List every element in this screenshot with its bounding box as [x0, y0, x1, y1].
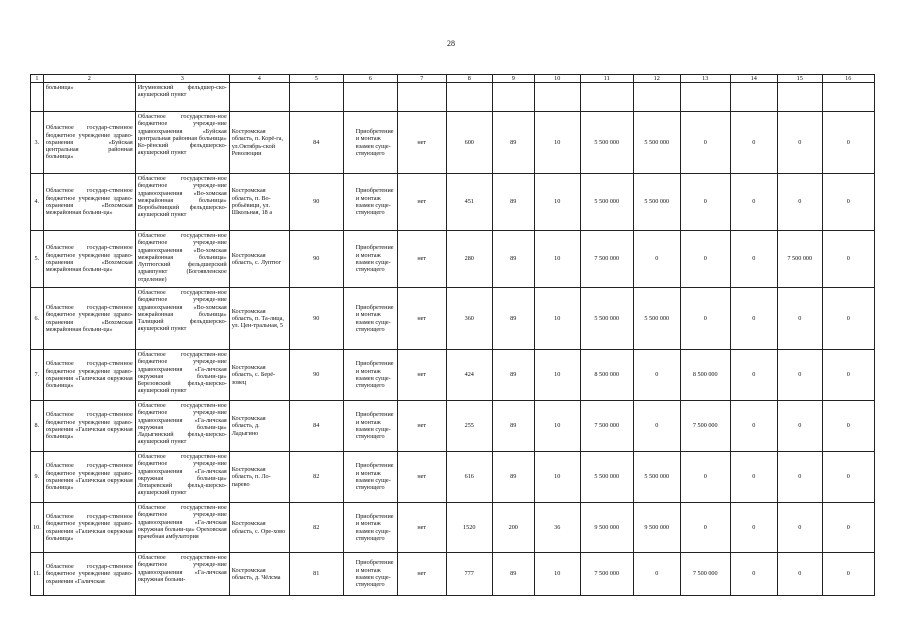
data-cell: 10: [534, 350, 580, 401]
row-number-cell: [31, 83, 44, 112]
data-cell: 600: [446, 112, 492, 174]
data-cell: [289, 83, 343, 112]
amount-cell: 5 500 000: [580, 288, 633, 350]
amount-cell: 9 500 000: [633, 503, 680, 553]
amount-cell: 0: [730, 231, 777, 288]
amount-cell: 0: [822, 401, 874, 452]
facility-cell: Областное государствен-ное бюджетное учрежде-ние здравоохранения «Буйская центральная районная больница» Ко-рёнский фельдшерско-акушерский пункт: [135, 112, 229, 174]
amount-cell: 7 500 000: [680, 553, 730, 596]
table-row: [31, 174, 875, 231]
row-number-cell: 8.: [31, 401, 44, 452]
address-cell: [229, 83, 289, 112]
work-type-cell: Приобретение и монтаж взамен суще-ствующего: [343, 231, 397, 288]
data-cell: 280: [446, 231, 492, 288]
table-row: [31, 452, 875, 503]
amount-cell: 0: [633, 401, 680, 452]
amount-cell: 5 500 000: [580, 452, 633, 503]
data-cell: 90: [289, 174, 343, 231]
facility-cell: Игумновский фельдшер-ско-акушерский пункт: [135, 83, 229, 112]
amount-cell: 0: [730, 401, 777, 452]
data-cell: 84: [289, 112, 343, 174]
column-number: 9: [492, 75, 534, 83]
data-cell: 89: [492, 112, 534, 174]
data-cell: 451: [446, 174, 492, 231]
data-cell: [680, 83, 730, 112]
row-number-cell: 5.: [31, 231, 44, 288]
address-cell: Костромская область, с. Луптюг: [229, 231, 289, 288]
data-cell: нет: [397, 503, 446, 553]
facility-cell: Областное государствен-ное бюджетное учрежде-ние здравоохранения «Во-хомская межрайонная больница» Луптюгский фельдшерский здравпункт (Богоявленское отделение): [135, 231, 229, 288]
column-number-row: [31, 75, 875, 83]
data-cell: 777: [446, 553, 492, 596]
data-cell: [446, 83, 492, 112]
data-cell: 81: [289, 553, 343, 596]
amount-cell: 0: [822, 174, 874, 231]
row-number-cell: 7.: [31, 350, 44, 401]
data-cell: нет: [397, 452, 446, 503]
address-cell: Костромская область, п. Корё-га, ул.Октябрь-ской Революции: [229, 112, 289, 174]
data-cell: 360: [446, 288, 492, 350]
row-number-cell: 3.: [31, 112, 44, 174]
data-cell: [534, 83, 580, 112]
amount-cell: 0: [680, 112, 730, 174]
data-cell: [730, 83, 777, 112]
row-number-cell: 6.: [31, 288, 44, 350]
work-type-cell: Приобретение и монтаж взамен суще-ствующего: [343, 174, 397, 231]
amount-cell: 8 500 000: [680, 350, 730, 401]
facility-cell: Областное государствен-ное бюджетное учрежде-ние здравоохранения «Во-хомская межрайонная больница» Талицкий фельдшерско-акушерский пункт: [135, 288, 229, 350]
organization-cell: Областное государ-ственное бюджетное учреждение здраво-охранения «Галичская: [43, 553, 135, 596]
organization-cell: Областное государ-ственное бюджетное учреждение здраво-охранения «Галичская окружная больница»: [43, 350, 135, 401]
equipment-table: [30, 74, 875, 596]
work-type-cell: Приобретение и монтаж взамен суще-ствующего: [343, 452, 397, 503]
facility-cell: Областное государствен-ное бюджетное учрежде-ние здравоохранения «Во-хомская межрайонная больница» Воробьёвицкий фельдшерско-акушерский пункт: [135, 174, 229, 231]
facility-cell: Областное государствен-ное бюджетное учрежде-ние здравоохранения «Га-личская окружная больни-ца» Ладыгинский фельд-шерско-акушерский пункт: [135, 401, 229, 452]
address-cell: Костромская область, п. Ло-парево: [229, 452, 289, 503]
amount-cell: 5 500 000: [633, 174, 680, 231]
data-cell: 82: [289, 452, 343, 503]
amount-cell: 0: [822, 231, 874, 288]
data-cell: нет: [397, 231, 446, 288]
column-number: 15: [777, 75, 822, 83]
amount-cell: 0: [730, 553, 777, 596]
amount-cell: 0: [777, 174, 822, 231]
column-number: 11: [580, 75, 633, 83]
data-cell: нет: [397, 401, 446, 452]
data-cell: 89: [492, 553, 534, 596]
column-number: 13: [680, 75, 730, 83]
work-type-cell: Приобретение и монтаж взамен суще-ствующего: [343, 553, 397, 596]
column-number: 7: [397, 75, 446, 83]
table-row: [31, 112, 875, 174]
amount-cell: 0: [777, 350, 822, 401]
amount-cell: 0: [822, 452, 874, 503]
facility-cell: Областное государствен-ное бюджетное учрежде-ние здравоохранения «Га-личская окружная больни-ца» Лопаревский фельд-шерско-акушерский пункт: [135, 452, 229, 503]
work-type-cell: Приобретение и монтаж взамен суще-ствующего: [343, 350, 397, 401]
data-cell: нет: [397, 288, 446, 350]
amount-cell: 7 500 000: [580, 401, 633, 452]
organization-cell: Областное государ-ственное бюджетное учреждение здраво-охранения «Галичская окружная больница»: [43, 401, 135, 452]
data-cell: 89: [492, 174, 534, 231]
data-cell: 424: [446, 350, 492, 401]
data-cell: 90: [289, 288, 343, 350]
amount-cell: 9 500 000: [580, 503, 633, 553]
data-cell: [633, 83, 680, 112]
amount-cell: 0: [777, 452, 822, 503]
table-row: [31, 288, 875, 350]
column-number: 16: [822, 75, 874, 83]
data-cell: 10: [534, 288, 580, 350]
column-number: 10: [534, 75, 580, 83]
table-row: [31, 231, 875, 288]
amount-cell: 0: [680, 452, 730, 503]
data-cell: 200: [492, 503, 534, 553]
organization-cell: Областное государ-ственное бюджетное учреждение здраво-охранения «Вохомская межрайонная больни-ца»: [43, 174, 135, 231]
data-cell: 89: [492, 452, 534, 503]
page-number: 28: [447, 39, 455, 48]
amount-cell: 5 500 000: [633, 288, 680, 350]
amount-cell: 0: [730, 503, 777, 553]
amount-cell: 0: [730, 112, 777, 174]
data-cell: 10: [534, 231, 580, 288]
data-cell: нет: [397, 112, 446, 174]
organization-cell: больница»: [43, 83, 135, 112]
data-cell: 89: [492, 401, 534, 452]
work-type-cell: Приобретение и монтаж взамен суще-ствующего: [343, 503, 397, 553]
column-number: 2: [43, 75, 135, 83]
work-type-cell: Приобретение и монтаж взамен суще-ствующего: [343, 401, 397, 452]
data-cell: [580, 83, 633, 112]
organization-cell: Областное государ-ственное бюджетное учреждение здраво-охранения «Галичская окружная больница»: [43, 452, 135, 503]
data-cell: [343, 83, 397, 112]
amount-cell: 0: [822, 553, 874, 596]
amount-cell: 0: [730, 350, 777, 401]
row-number-cell: 11.: [31, 553, 44, 596]
data-cell: 82: [289, 503, 343, 553]
amount-cell: 0: [822, 288, 874, 350]
data-cell: 616: [446, 452, 492, 503]
organization-cell: Областное государ-ственное бюджетное учреждение здраво-охранения «Галичская окружная больница»: [43, 503, 135, 553]
address-cell: Костромская область, д. Ладыгино: [229, 401, 289, 452]
facility-cell: Областное государствен-ное бюджетное учрежде-ние здравоохранения «Га-личская окружная больни-ца» Березовский фельд-шерско-акушерский пункт: [135, 350, 229, 401]
data-cell: 89: [492, 288, 534, 350]
facility-cell: Областное государствен-ное бюджетное учрежде-ние здравоохранения «Га-личская окружная больни-ца» Ореховская врачебная амбулатория: [135, 503, 229, 553]
amount-cell: 0: [822, 503, 874, 553]
data-cell: [822, 83, 874, 112]
amount-cell: 8 500 000: [580, 350, 633, 401]
work-type-cell: Приобретение и монтаж взамен суще-ствующего: [343, 112, 397, 174]
amount-cell: 5 500 000: [580, 112, 633, 174]
data-cell: [492, 83, 534, 112]
facility-cell: Областное государствен-ное бюджетное учрежде-ние здравоохранения «Га-личская окружная больни-: [135, 553, 229, 596]
data-cell: 10: [534, 553, 580, 596]
amount-cell: 0: [822, 112, 874, 174]
amount-cell: 0: [730, 174, 777, 231]
data-cell: нет: [397, 553, 446, 596]
continuation-row: [31, 83, 875, 112]
address-cell: Костромская область, с. Берё-зовец: [229, 350, 289, 401]
data-cell: нет: [397, 174, 446, 231]
amount-cell: 0: [633, 350, 680, 401]
row-number-cell: 9.: [31, 452, 44, 503]
data-cell: 10: [534, 174, 580, 231]
amount-cell: 0: [777, 553, 822, 596]
amount-cell: 0: [633, 553, 680, 596]
amount-cell: 7 500 000: [580, 553, 633, 596]
address-cell: Костромская область, с. Оре-хово: [229, 503, 289, 553]
address-cell: Костромская область, д. Чёлсма: [229, 553, 289, 596]
column-number: 1: [31, 75, 44, 83]
data-cell: 89: [492, 231, 534, 288]
amount-cell: 5 500 000: [580, 174, 633, 231]
data-cell: 10: [534, 401, 580, 452]
data-cell: нет: [397, 350, 446, 401]
amount-cell: 0: [730, 288, 777, 350]
amount-cell: 0: [680, 288, 730, 350]
row-number-cell: 4.: [31, 174, 44, 231]
organization-cell: Областное государ-ственное бюджетное учреждение здраво-охранения «Буйская центральная районная больница»: [43, 112, 135, 174]
data-cell: 10: [534, 112, 580, 174]
table-row: [31, 503, 875, 553]
amount-cell: 7 500 000: [580, 231, 633, 288]
table-row: [31, 553, 875, 596]
column-number: 8: [446, 75, 492, 83]
column-number: 6: [343, 75, 397, 83]
amount-cell: 0: [680, 174, 730, 231]
amount-cell: 7 500 000: [680, 401, 730, 452]
amount-cell: 0: [730, 452, 777, 503]
amount-cell: 7 500 000: [777, 231, 822, 288]
column-number: 12: [633, 75, 680, 83]
work-type-cell: Приобретение и монтаж взамен суще-ствующего: [343, 288, 397, 350]
data-cell: 255: [446, 401, 492, 452]
amount-cell: 5 500 000: [633, 452, 680, 503]
amount-cell: 0: [777, 401, 822, 452]
amount-cell: 0: [680, 503, 730, 553]
organization-cell: Областное государ-ственное бюджетное учреждение здраво-охранения «Вохомская межрайонная больни-ца»: [43, 231, 135, 288]
amount-cell: 0: [777, 288, 822, 350]
data-cell: 1520: [446, 503, 492, 553]
column-number: 3: [135, 75, 229, 83]
data-cell: 90: [289, 231, 343, 288]
amount-cell: 0: [822, 350, 874, 401]
data-cell: 36: [534, 503, 580, 553]
organization-cell: Областное государ-ственное бюджетное учреждение здраво-охранения «Вохомская межрайонная больни-ца»: [43, 288, 135, 350]
address-cell: Костромская область, п. Та-лица, ул. Цен-тральная, 5: [229, 288, 289, 350]
data-cell: [777, 83, 822, 112]
data-cell: 84: [289, 401, 343, 452]
column-number: 5: [289, 75, 343, 83]
data-cell: 90: [289, 350, 343, 401]
row-number-cell: 10.: [31, 503, 44, 553]
data-cell: 89: [492, 350, 534, 401]
column-number: 4: [229, 75, 289, 83]
amount-cell: 0: [777, 112, 822, 174]
amount-cell: 5 500 000: [633, 112, 680, 174]
table-row: [31, 401, 875, 452]
address-cell: Костромская область, п. Во-робьёвици, ул. Школьная, 18 а: [229, 174, 289, 231]
data-cell: 10: [534, 452, 580, 503]
amount-cell: 0: [680, 231, 730, 288]
data-cell: [397, 83, 446, 112]
column-number: 14: [730, 75, 777, 83]
table-row: [31, 350, 875, 401]
amount-cell: 0: [633, 231, 680, 288]
amount-cell: 0: [777, 503, 822, 553]
